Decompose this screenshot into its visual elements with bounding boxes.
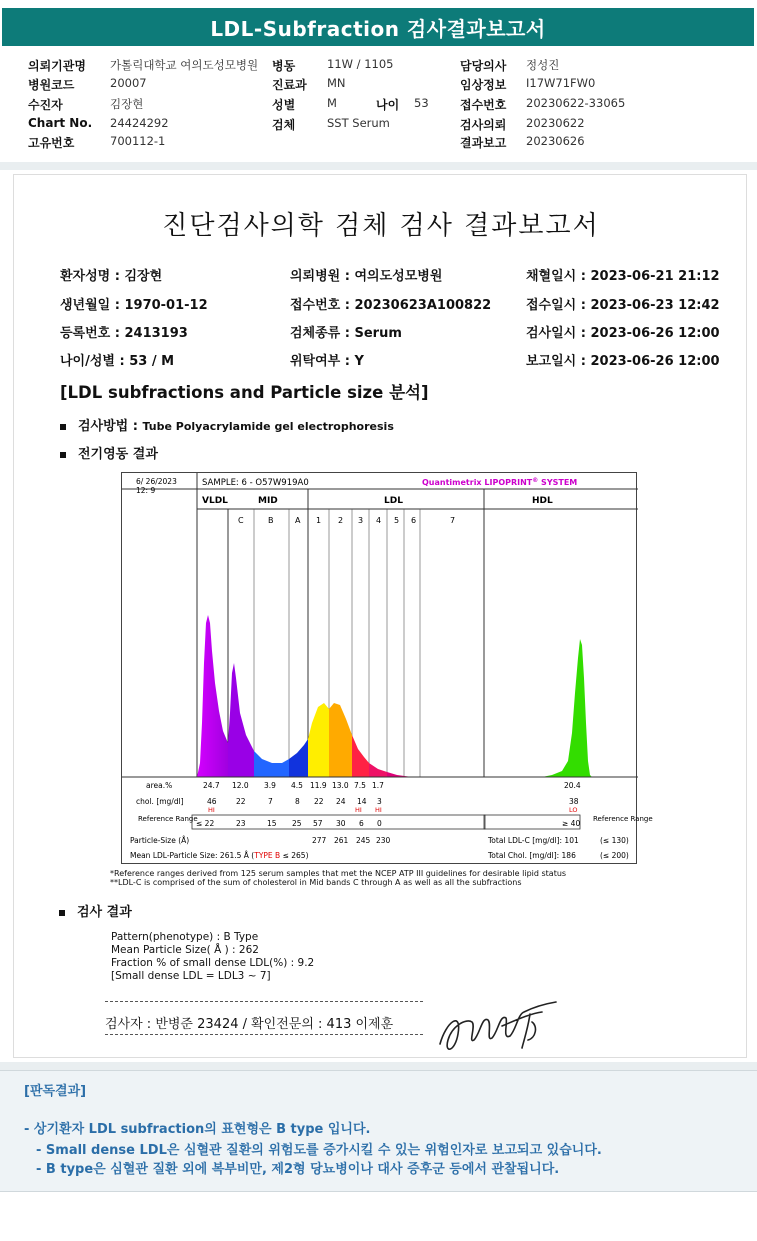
label-request-date: 검사의뢰 — [460, 118, 507, 132]
ref-4: 0 — [377, 819, 382, 828]
chol-4: 3 — [377, 797, 382, 806]
value-hospital-code: 20007 — [110, 76, 147, 90]
peak-mid-b — [254, 751, 289, 777]
value-clinical-info: I17W71FW0 — [526, 76, 596, 90]
peak-vldl — [197, 615, 228, 777]
label-institution: 의뢰기관명 — [28, 59, 86, 73]
patient-name: 환자성명 : 김장현 — [60, 269, 163, 284]
age-sex: 나이/성별 : 53 / M — [60, 354, 175, 369]
method-value: Tube Polyacrylamide gel electrophoresis — [142, 420, 394, 433]
value-report-date: 20230626 — [526, 134, 585, 148]
result-phenotype: Pattern(phenotype) : B Type — [111, 931, 259, 943]
label-age: 나이 — [376, 98, 400, 112]
judgement-panel — [0, 1070, 757, 1192]
band-7-label: 7 — [450, 516, 456, 525]
psize-2: 261 — [334, 836, 349, 845]
group-ldl: LDL — [384, 496, 403, 506]
result-fraction: Fraction % of small dense LDL(%) : 9.2 — [111, 957, 315, 969]
total-ldl-ref: (≤ 130) — [600, 836, 629, 845]
particle-row — [130, 836, 629, 860]
area-b: 3.9 — [264, 781, 276, 790]
bullet-icon — [60, 424, 66, 430]
value-request-date: 20230622 — [526, 116, 585, 130]
band-1-label: 1 — [316, 516, 322, 525]
band-4-label: 4 — [376, 516, 382, 525]
value-receipt-no: 20230622-33065 — [526, 96, 626, 110]
total-chol: Total Chol. [mg/dl]: 186 — [488, 851, 576, 860]
dash-line-bottom — [105, 1034, 423, 1035]
peak-mid-a — [289, 739, 308, 777]
judgement-heading: [판독결과] — [24, 1084, 87, 1099]
registration-no: 등록번호 : 2413193 — [60, 326, 188, 341]
peak-ldl-3 — [352, 735, 369, 777]
peak-mid-c — [228, 663, 254, 777]
footnote-1: *Reference ranges derived from 125 serum samples that met the NCEP ATP III guidelines for desirable lipid status — [110, 869, 567, 878]
value-department: MN — [327, 76, 346, 90]
reference-label: Reference Range — [138, 815, 198, 823]
area-a: 4.5 — [291, 781, 303, 790]
bullet-icon — [60, 452, 66, 458]
label-chart-no: Chart No. — [28, 116, 93, 130]
section-title: [LDL subfractions and Particle size 분석] — [60, 383, 429, 402]
result-block — [111, 931, 314, 983]
result-definition: [Small dense LDL = LDL3 ~ 7] — [111, 970, 271, 982]
group-mid: MID — [258, 496, 278, 506]
area-vldl: 24.7 — [203, 781, 220, 790]
area-c: 12.0 — [232, 781, 249, 790]
section-divider — [0, 162, 757, 170]
peak-ldl-4 — [369, 763, 387, 777]
chart-svg — [122, 473, 653, 865]
chol-row — [136, 797, 579, 814]
group-hdl: HDL — [532, 496, 553, 506]
result-heading — [59, 901, 132, 920]
requesting-hospital: 의뢰병원 : 여의도성모병원 — [290, 269, 443, 284]
band-5-label: 5 — [394, 516, 400, 525]
flag-vldl: HI — [208, 806, 215, 814]
value-sex: M — [327, 96, 337, 110]
ref-1: 57 — [313, 819, 323, 828]
test-time: 검사일시 : 2023-06-26 12:00 — [526, 326, 720, 341]
label-unique-no: 고유번호 — [28, 136, 75, 150]
peak-hdl — [542, 639, 592, 777]
signature — [432, 992, 562, 1062]
label-patient: 수진자 — [28, 98, 63, 112]
total-ldl: Total LDL-C [mg/dl]: 101 — [488, 836, 579, 845]
chol-2: 24 — [336, 797, 346, 806]
dash-line-top — [105, 1001, 423, 1002]
result-mean-size: Mean Particle Size( Å ) : 262 — [111, 944, 259, 956]
particle-size-label: Particle-Size (Å) — [130, 836, 190, 845]
flag-3: HI — [355, 806, 362, 814]
chart-date: 6/ 26/2023 — [136, 477, 177, 486]
psize-4: 230 — [376, 836, 391, 845]
total-chol-ref: (≤ 200) — [600, 851, 629, 860]
peak-ldl-1 — [308, 703, 329, 777]
ref-hdl: ≥ 40 — [562, 819, 581, 828]
label-ward: 병동 — [272, 59, 296, 73]
consignment: 위탁여부 : Y — [290, 354, 364, 369]
band-2-label: 2 — [338, 516, 344, 525]
lipoprint-chart — [121, 472, 653, 864]
reference-row — [138, 815, 653, 828]
value-doctor: 정성진 — [526, 58, 560, 72]
ref-b: 15 — [267, 819, 277, 828]
value-patient: 김장현 — [110, 97, 144, 111]
area-label: area.% — [146, 781, 173, 790]
area-4: 1.7 — [372, 781, 384, 790]
band-b-label: B — [268, 516, 274, 525]
band-6-label: 6 — [411, 516, 417, 525]
peak-ldl-2 — [329, 703, 352, 777]
chart-brand: Quantimetrix LIPOPRINT® SYSTEM — [422, 477, 578, 487]
method-label: 검사방법 : — [78, 419, 143, 434]
value-specimen: SST Serum — [327, 116, 390, 130]
area-hdl: 20.4 — [564, 781, 581, 790]
flag-4: HI — [375, 806, 382, 814]
specimen-type: 검체종류 : Serum — [290, 326, 402, 341]
value-institution: 가톨릭대학교 여의도성모병원 — [110, 58, 259, 72]
area-2: 13.0 — [332, 781, 349, 790]
value-age: 53 — [414, 96, 429, 110]
band-labels — [238, 516, 455, 525]
chol-c: 22 — [236, 797, 246, 806]
area-row — [146, 781, 581, 790]
band-3-label: 3 — [358, 516, 364, 525]
label-sex: 성별 — [272, 98, 296, 112]
judgement-line-2: - Small dense LDL은 심혈관 질환의 위험도를 증가시킬 수 있는 위험인자로 보고되고 있습니다. — [36, 1143, 602, 1158]
band-lines — [197, 489, 638, 777]
examiner-line: 검사자 : 반병준 23424 / 확인전문의 : 413 이제훈 — [105, 1017, 394, 1032]
result-label: 검사 결과 — [77, 905, 132, 920]
band-a-label: A — [295, 516, 301, 525]
reference-label-right: Reference Range — [593, 815, 653, 823]
label-clinical-info: 임상정보 — [460, 78, 507, 92]
report-time: 보고일시 : 2023-06-26 12:00 — [526, 354, 720, 369]
band-c-label: C — [238, 516, 244, 525]
ref-a: 25 — [292, 819, 302, 828]
electrophoresis-heading — [60, 443, 158, 462]
mean-particle-size: Mean LDL-Particle Size: 261.5 Å (TYPE B ≤ 265) — [130, 851, 309, 860]
chol-1: 22 — [314, 797, 324, 806]
section-divider-2 — [0, 1062, 757, 1070]
electrophoresis-label: 전기영동 결과 — [78, 447, 158, 462]
label-specimen: 검체 — [272, 118, 296, 132]
label-report-date: 결과보고 — [460, 136, 507, 150]
label-hospital-code: 병원코드 — [28, 78, 75, 92]
chol-vldl: 46 — [207, 797, 217, 806]
chol-label: chol. [mg/dl] — [136, 797, 184, 806]
ref-c: 23 — [236, 819, 246, 828]
group-vldl: VLDL — [202, 496, 228, 506]
order-info — [0, 55, 757, 155]
judgement-line-3: - B type은 심혈관 질환 외에 복부비만, 제2형 당뇨병이나 대사 증후군 등에서 관찰됩니다. — [36, 1162, 560, 1177]
footnote-2: **LDL-C is comprised of the sum of cholesterol in Mid bands C through A as well as all the subfractions — [110, 878, 522, 887]
chol-hdl: 38 — [569, 797, 579, 806]
electropherogram — [197, 615, 592, 777]
birth-date: 생년월일 : 1970-01-12 — [60, 298, 208, 313]
chart-sample: SAMPLE: 6 - O57W919A0 — [202, 478, 309, 488]
value-chart-no: 24424292 — [110, 116, 169, 130]
title-bar — [0, 0, 757, 48]
value-unique-no: 700112-1 — [110, 134, 166, 148]
area-3: 7.5 — [354, 781, 366, 790]
page-title: LDL-Subfraction 검사결과보고서 — [2, 8, 754, 46]
collection-time: 채혈일시 : 2023-06-21 21:12 — [526, 269, 720, 284]
ref-vldl: ≤ 22 — [196, 819, 215, 828]
label-doctor: 담당의사 — [460, 59, 507, 73]
method-line — [60, 415, 394, 434]
report-title: 진단검사의학 검체 검사 결과보고서 — [162, 211, 600, 241]
bullet-icon — [59, 910, 65, 916]
chol-3: 14 — [357, 797, 367, 806]
psize-3: 245 — [356, 836, 371, 845]
ref-2: 30 — [336, 819, 346, 828]
ref-3: 6 — [359, 819, 364, 828]
peak-ldl-5 — [387, 772, 412, 777]
chol-b: 7 — [268, 797, 273, 806]
receipt-time: 접수일시 : 2023-06-23 12:42 — [526, 298, 720, 313]
area-1: 11.9 — [310, 781, 327, 790]
value-ward: 11W / 1105 — [327, 57, 394, 71]
label-receipt-no: 접수번호 — [460, 98, 507, 112]
psize-1: 277 — [312, 836, 327, 845]
accession-no: 접수번호 : 20230623A100822 — [290, 298, 492, 313]
flag-hdl: LO — [569, 806, 578, 814]
chart-time: 12: 9 — [136, 486, 156, 495]
label-department: 진료과 — [272, 78, 307, 92]
chol-a: 8 — [295, 797, 300, 806]
judgement-line-1: - 상기환자 LDL subfraction의 표현형은 B type 입니다. — [24, 1122, 371, 1137]
